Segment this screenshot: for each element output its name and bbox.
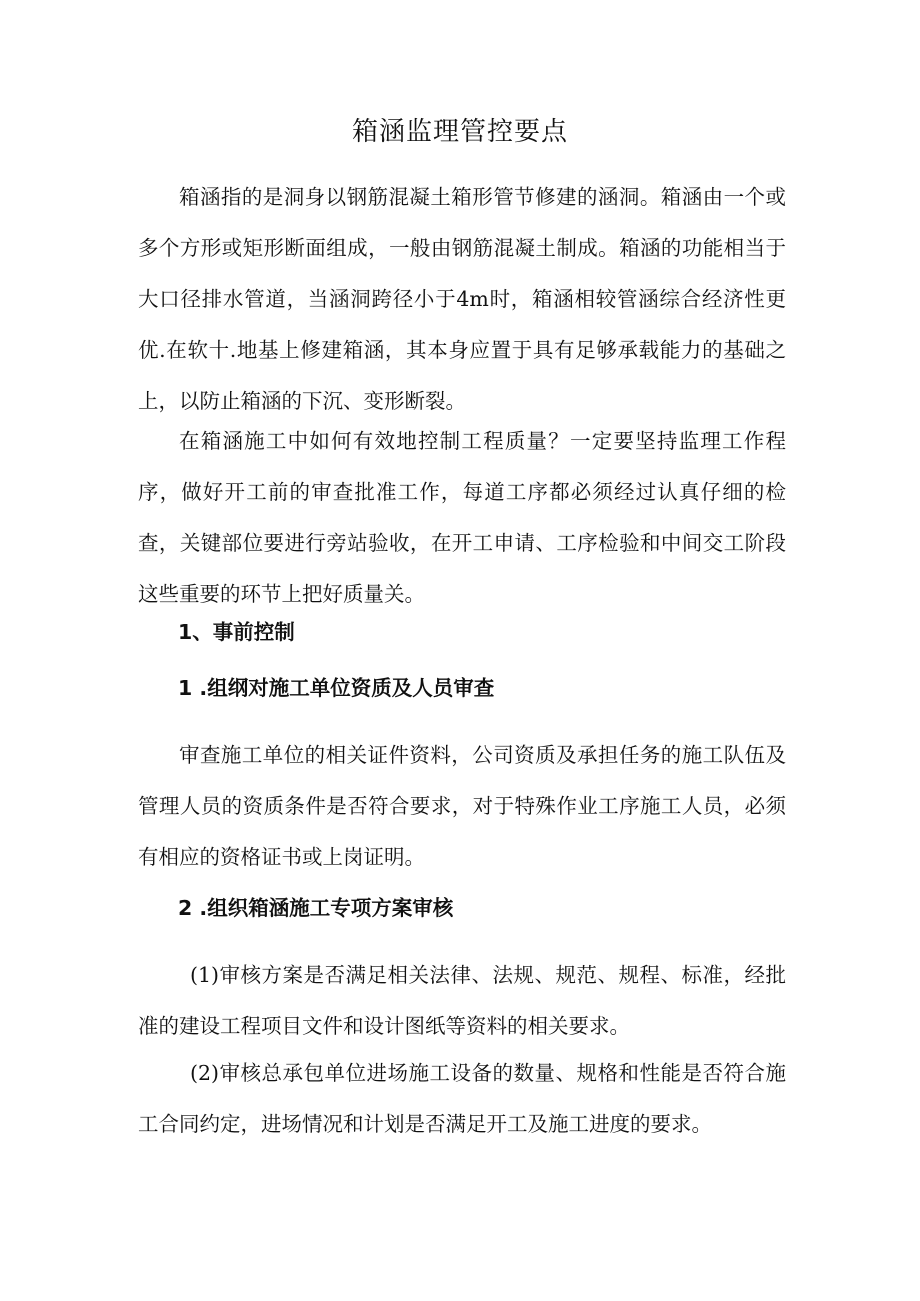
subsection-1-heading: 1 .组纲对施工单位资质及人员审查 — [178, 676, 495, 700]
subsection-1-body: 审查施工单位的相关证件资料，公司资质及承担任务的施工队伍及管理人员的资质条件是否符合要求，对于特殊作业工序施工人员，必须有相应的资格证书或上岗证明。 — [138, 743, 786, 869]
subsection-2-heading: 2 .组织箱涵施工专项方案审核 — [178, 896, 454, 920]
section-1-heading: 1、事前控制 — [178, 620, 295, 644]
intro-paragraph-2: 在箱涵施工中如何有效地控制工程质量？一定要坚持监理工作程序，做好开工前的审查批准工作，每道工序都必须经过认真仔细的检查，关键部位要进行旁站验收，在开工申请、工序检验和中间交工阶段这些重要的环节上把好质量关。 — [138, 429, 786, 606]
list-item-1: (1)审核方案是否满足相关法律、法规、规范、规程、标准，经批准的建设工程项目文件和设计图纸等资料的相关要求。 — [138, 963, 786, 1038]
intro-paragraph-1: 箱涵指的是洞身以钢筋混凝土箱形管节修建的涵洞。箱涵由一个或多个方形或矩形断面组成，一般由钢筋混凝土制成。箱涵的功能相当于大口径排水管道，当涵洞跨径小于4m时，箱涵相较管涵综合经济性更优.在软十.地基上修建箱涵，其本身应置于具有足够承载能力的基础之上，以防止箱涵的下沉、变形断裂。 — [138, 185, 786, 413]
list-item-2: (2)审核总承包单位进场施工设备的数量、规格和性能是否符合施工合同约定，进场情况和计划是否满足开工及施工进度的要求。 — [138, 1061, 786, 1136]
document-title: 箱涵监理管控要点 — [351, 117, 568, 147]
